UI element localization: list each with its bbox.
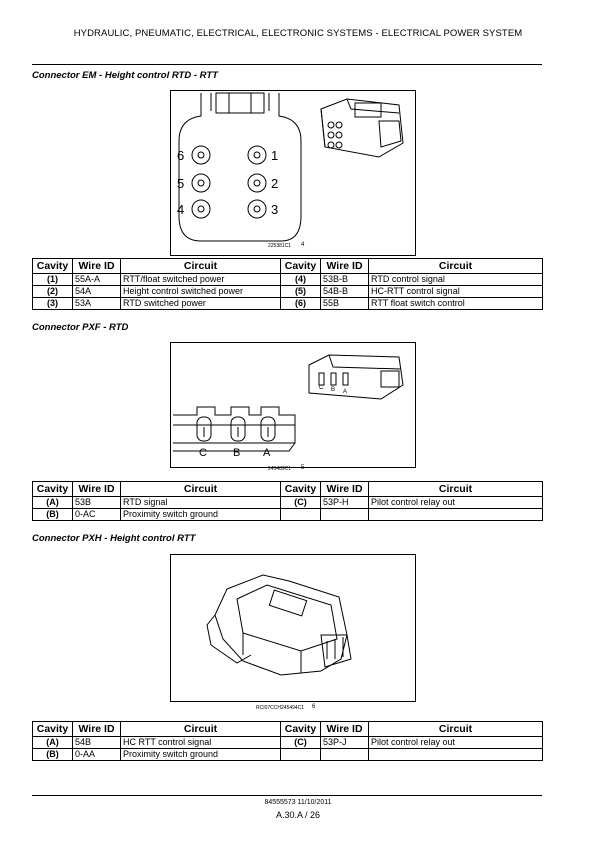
cell-wire-id: 54B-B	[321, 286, 369, 298]
col-wire-id: Wire ID	[321, 722, 369, 737]
cell-wire-id: 53P-H	[321, 497, 369, 509]
col-cavity: Cavity	[33, 259, 73, 274]
figure-caption: 245489C1	[268, 466, 292, 472]
table-row	[33, 509, 543, 521]
cell-wire-id: 0-AC	[73, 509, 121, 521]
figure-caption: 225381C1	[268, 243, 292, 249]
figure-number: 5	[301, 465, 305, 471]
section-title-pxh: Connector PXH - Height control RTT	[32, 533, 196, 544]
cell-wire-id: 53P-J	[321, 737, 369, 749]
col-wire-id: Wire ID	[321, 259, 369, 274]
cell-cavity: (A)	[33, 497, 73, 509]
col-cavity: Cavity	[281, 259, 321, 274]
cell-circuit: HC RTT control signal	[121, 737, 281, 749]
pin-label-6: 6	[177, 148, 185, 163]
table-row	[33, 286, 543, 298]
cell-cavity: (4)	[281, 274, 321, 286]
pin-label-a: A	[263, 447, 271, 459]
cell-circuit: Proximity switch ground	[121, 509, 281, 521]
table-row	[33, 298, 543, 310]
cell-cavity	[281, 749, 321, 761]
connector-pxh-drawing	[171, 555, 415, 701]
pin-label-2: 2	[271, 176, 279, 191]
section-title-pxf: Connector PXF - RTD	[32, 322, 129, 333]
cell-cavity: (C)	[281, 497, 321, 509]
cell-circuit: Pilot control relay out	[369, 497, 543, 509]
col-cavity: Cavity	[33, 722, 73, 737]
col-wire-id: Wire ID	[73, 482, 121, 497]
cell-wire-id: 54B	[73, 737, 121, 749]
col-circuit: Circuit	[121, 482, 281, 497]
cell-circuit: RTT/float switched power	[121, 274, 281, 286]
cell-wire-id	[321, 509, 369, 521]
connector-em-drawing	[171, 91, 415, 255]
footer-rule	[32, 795, 542, 796]
cell-cavity: (C)	[281, 737, 321, 749]
cell-wire-id: 53B-B	[321, 274, 369, 286]
connector-pxf-drawing	[171, 343, 415, 467]
cell-cavity: (1)	[33, 274, 73, 286]
cell-cavity: (B)	[33, 509, 73, 521]
table-row	[33, 497, 543, 509]
doc-id: 84555573 11/10/2011	[264, 799, 332, 806]
table-header-row	[33, 259, 543, 274]
col-wire-id: Wire ID	[321, 482, 369, 497]
cell-circuit: Pilot control relay out	[369, 737, 543, 749]
col-circuit: Circuit	[369, 722, 543, 737]
small-pin-label-b: B	[331, 387, 336, 393]
cell-wire-id: 0-AA	[73, 749, 121, 761]
cell-circuit: RTD control signal	[369, 274, 543, 286]
cell-circuit	[369, 509, 543, 521]
section-title-em: Connector EM - Height control RTD - RTT	[32, 70, 218, 81]
cell-cavity	[281, 509, 321, 521]
table-header-row	[33, 722, 543, 737]
col-circuit: Circuit	[369, 259, 543, 274]
em-cavity-table	[32, 258, 543, 310]
pin-label-4: 4	[177, 202, 185, 217]
cell-circuit	[369, 749, 543, 761]
page-number: A.30.A / 26	[275, 810, 321, 820]
pin-label-3: 3	[271, 202, 279, 217]
figure-number: 6	[312, 704, 316, 710]
figure-pxf-connector	[170, 342, 416, 468]
figure-number: 4	[301, 242, 305, 248]
col-wire-id: Wire ID	[73, 259, 121, 274]
col-cavity: Cavity	[281, 482, 321, 497]
cell-wire-id: 55A-A	[73, 274, 121, 286]
cell-cavity: (2)	[33, 286, 73, 298]
col-wire-id: Wire ID	[73, 722, 121, 737]
table-row	[33, 749, 543, 761]
header-rule	[32, 64, 542, 65]
figure-caption: RCI07CCH245494C1	[256, 705, 305, 711]
pin-label-c: C	[199, 447, 207, 459]
table-header-row	[33, 482, 543, 497]
cell-circuit: Height control switched power	[121, 286, 281, 298]
cell-cavity: (A)	[33, 737, 73, 749]
pxf-cavity-table	[32, 481, 543, 521]
col-cavity: Cavity	[281, 722, 321, 737]
cell-circuit: Proximity switch ground	[121, 749, 281, 761]
cell-wire-id: 54A	[73, 286, 121, 298]
cell-circuit: RTT float switch control	[369, 298, 543, 310]
col-circuit: Circuit	[369, 482, 543, 497]
cell-cavity: (6)	[281, 298, 321, 310]
small-pin-label-c: C	[319, 385, 324, 391]
table-row	[33, 274, 543, 286]
col-cavity: Cavity	[33, 482, 73, 497]
cell-circuit: RTD switched power	[121, 298, 281, 310]
cell-wire-id	[321, 749, 369, 761]
pin-label-5: 5	[177, 176, 185, 191]
cell-circuit: RTD signal	[121, 497, 281, 509]
pin-label-b: B	[233, 447, 241, 459]
pin-label-1: 1	[271, 148, 279, 163]
cell-wire-id: 53A	[73, 298, 121, 310]
col-circuit: Circuit	[121, 722, 281, 737]
table-row	[33, 737, 543, 749]
figure-pxh-connector	[170, 554, 416, 702]
cell-cavity: (B)	[33, 749, 73, 761]
cell-circuit: HC-RTT control signal	[369, 286, 543, 298]
pxh-cavity-table	[32, 721, 543, 761]
cell-cavity: (3)	[33, 298, 73, 310]
page-header: HYDRAULIC, PNEUMATIC, ELECTRICAL, ELECTRONIC SYSTEMS - ELECTRICAL POWER SYSTEM	[73, 28, 523, 39]
cell-wire-id: 53B	[73, 497, 121, 509]
cell-cavity: (5)	[281, 286, 321, 298]
cell-wire-id: 55B	[321, 298, 369, 310]
col-circuit: Circuit	[121, 259, 281, 274]
small-pin-label-a: A	[343, 389, 348, 395]
figure-em-connector	[170, 90, 416, 256]
